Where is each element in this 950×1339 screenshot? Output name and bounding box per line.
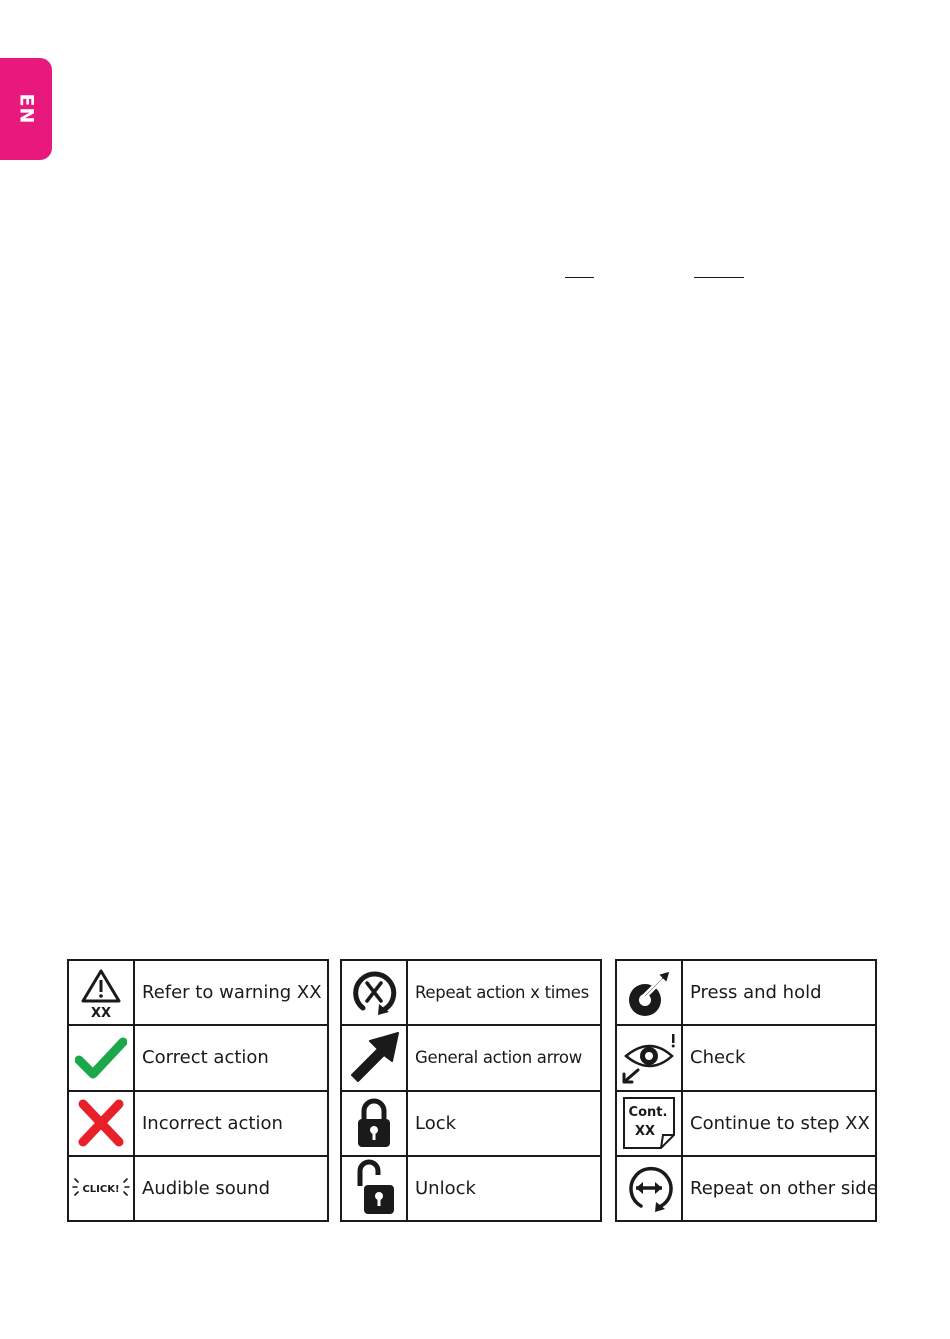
legend-label: Check — [690, 1047, 746, 1069]
legend-table-2 — [340, 959, 602, 1222]
legend-row — [342, 961, 600, 1024]
underline-short — [565, 277, 594, 278]
legend-row — [617, 1090, 875, 1155]
language-tab-label: EN — [14, 93, 37, 125]
legend-label: Unlock — [415, 1177, 476, 1199]
legend-row — [69, 961, 327, 1024]
legend-label: Correct action — [142, 1047, 269, 1069]
legend-label: Press and hold — [690, 982, 822, 1004]
legend-label: Refer to warning XX — [142, 982, 322, 1004]
legend-row — [342, 1024, 600, 1089]
lock-icon — [342, 1092, 408, 1155]
legend-row — [69, 1024, 327, 1089]
legend-label: Repeat action x times — [415, 983, 589, 1003]
legend-row — [69, 1090, 327, 1155]
legend-row — [617, 1024, 875, 1089]
click-icon-text: CLICK! — [82, 1184, 120, 1196]
unlock-icon — [342, 1157, 408, 1220]
legend-row — [617, 961, 875, 1024]
continue-icon-text-1: Cont. — [628, 1105, 668, 1121]
click-sound-icon — [69, 1157, 135, 1220]
legend-row — [342, 1155, 600, 1220]
legend-table-1 — [67, 959, 329, 1222]
legend-row — [617, 1155, 878, 1220]
legend-label: Continue to step XX — [690, 1112, 870, 1134]
warning-icon-text: XX — [90, 1005, 112, 1019]
continue-icon-text-2: XX — [634, 1124, 656, 1140]
cross-mark-icon — [69, 1092, 135, 1155]
check-mark-icon — [69, 1026, 135, 1089]
repeat-other-side-icon — [617, 1157, 683, 1220]
repeat-x-times-icon — [342, 961, 408, 1024]
legend-label: Lock — [415, 1112, 457, 1134]
warning-triangle-icon — [69, 961, 135, 1024]
underline-long — [694, 277, 744, 278]
legend-row — [342, 1090, 600, 1155]
continue-note-icon — [617, 1092, 683, 1155]
legend-table-3 — [615, 959, 877, 1222]
legend-row — [69, 1155, 327, 1220]
action-arrow-icon — [342, 1026, 408, 1089]
legend-label: Repeat on other side — [690, 1177, 878, 1199]
language-tab — [0, 58, 52, 160]
legend-label: General action arrow — [415, 1048, 582, 1068]
legend-label: Incorrect action — [142, 1112, 283, 1134]
legend-label: Audible sound — [142, 1177, 271, 1199]
check-eye-icon — [617, 1026, 683, 1089]
press-and-hold-icon — [617, 961, 683, 1024]
